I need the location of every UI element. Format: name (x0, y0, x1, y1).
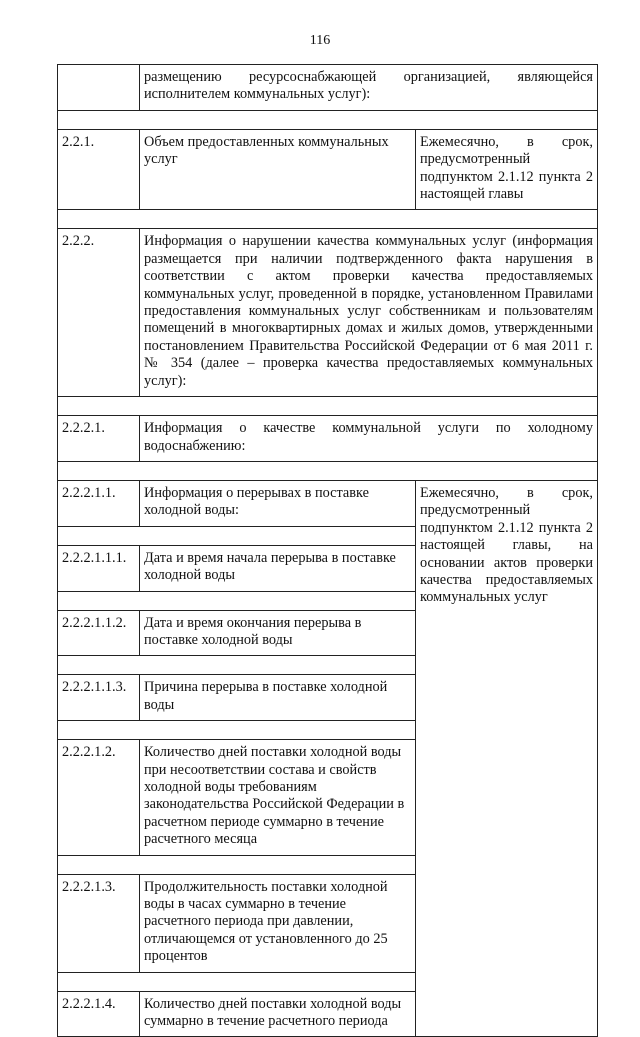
row-number (58, 65, 140, 111)
row-gap (58, 972, 416, 991)
row-description: Продолжительность поставки холодной воды в часах суммарно в течение расчетного периода при давлении, отличающемся от установленного до 25 процентов (140, 874, 416, 972)
page-number: 116 (309, 33, 331, 48)
row-number: 2.2.1. (58, 129, 140, 210)
row-number: 2.2.2.1.1. (58, 480, 140, 526)
row-number: 2.2.2.1.1.3. (58, 675, 140, 721)
row-gap (58, 110, 598, 129)
row-gap (58, 210, 598, 229)
row-description: Причина перерыва в поставке холодной воды (140, 675, 416, 721)
row-description: Дата и время окончания перерыва в поставке холодной воды (140, 610, 416, 656)
row-term: Ежемесячно, в срок, предусмотренный подпунктом 2.1.12 пункта 2 настоящей главы (416, 129, 598, 210)
row-number: 2.2.2.1.1.1. (58, 545, 140, 591)
row-number: 2.2.2.1.2. (58, 740, 140, 855)
row-number: 2.2.2.1.3. (58, 874, 140, 972)
row-description: Количество дней поставки холодной воды суммарно в течение расчетного периода (140, 991, 416, 1037)
row-number: 2.2.2.1.4. (58, 991, 140, 1037)
row-number: 2.2.2.1.1.2. (58, 610, 140, 656)
row-number: 2.2.2. (58, 229, 140, 397)
row-description: Информация о нарушении качества коммунальных услуг (информация размещается при наличии подтвержденного факта нарушения в соответствии с актом проверки качества предоставляемых коммунальных услуг, проведенной в порядке, установленном Правилами предоставления коммунальных услуг собственникам и пользователям помещений в многоквартирных домах и жилых домов, утвержденными постановлением Правительства Российской Федерации от 6 мая 2011 г. № 354 (далее – проверка качества предоставляемых коммунальных услуг): (140, 229, 598, 397)
row-gap (58, 591, 416, 610)
requirements-table (57, 64, 598, 1037)
row-gap (58, 855, 416, 874)
row-number: 2.2.2.1. (58, 416, 140, 462)
row-gap (58, 721, 416, 740)
table-row (58, 480, 598, 526)
table-row (58, 65, 598, 111)
row-description: размещению ресурсоснабжающей организацией, являющейся исполнителем коммунальных услуг): (140, 65, 598, 111)
row-gap (58, 526, 416, 545)
row-description: Информация о перерывах в поставке холодной воды: (140, 480, 416, 526)
row-description: Количество дней поставки холодной воды при несоответствии состава и свойств холодной воды требованиям законодательства Российской Федерации в расчетном периоде суммарно в течение расчетного месяца (140, 740, 416, 855)
row-description: Дата и время начала перерыва в поставке холодной воды (140, 545, 416, 591)
row-description: Информация о качестве коммунальной услуги по холодному водоснабжению: (140, 416, 598, 462)
table-row (58, 416, 598, 462)
row-gap (58, 656, 416, 675)
table-row (58, 229, 598, 397)
row-gap (58, 461, 598, 480)
row-term: Ежемесячно, в срок, предусмотренный подпунктом 2.1.12 пункта 2 настоящей главы, на основании актов проверки качества предоставляемых коммунальных услуг (416, 480, 598, 1037)
row-gap (58, 397, 598, 416)
row-description: Объем предоставленных коммунальных услуг (140, 129, 416, 210)
table-row (58, 129, 598, 210)
